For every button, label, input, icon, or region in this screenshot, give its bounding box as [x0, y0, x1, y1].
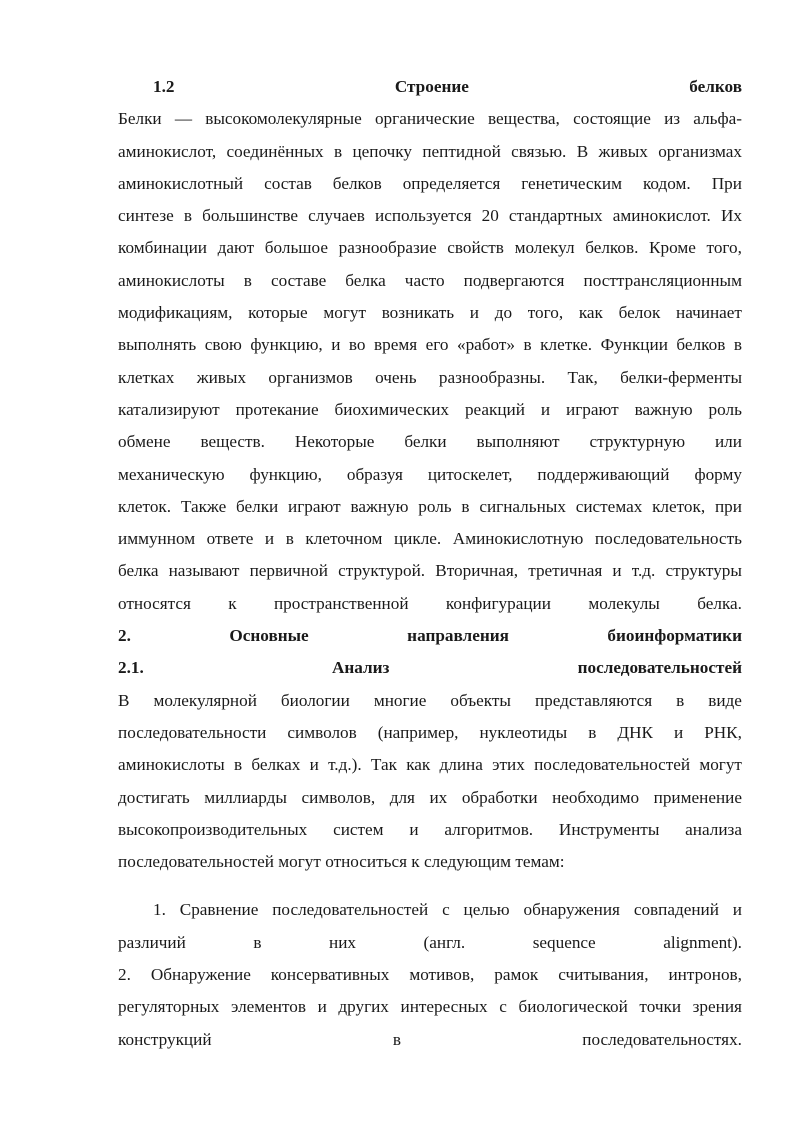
word: цикле.: [393, 529, 442, 549]
word: Обнаружение: [150, 965, 251, 985]
word: и: [331, 335, 341, 355]
word: Так,: [567, 367, 598, 387]
word: вещества,: [487, 109, 560, 129]
word: синтезе: [118, 206, 174, 226]
word: систем: [333, 819, 384, 839]
word: аминокислоты: [118, 755, 225, 775]
word: направления: [407, 626, 509, 646]
document-page: [118, 71, 742, 1056]
word: виде: [708, 690, 742, 710]
word: длина: [439, 755, 483, 775]
word: клетке.: [540, 335, 593, 355]
word: иммунном: [118, 529, 196, 549]
text-line: [118, 523, 742, 555]
word: этих: [492, 755, 525, 775]
word: их: [429, 787, 448, 807]
word: (англ.: [423, 932, 466, 952]
word: 1.: [153, 900, 166, 920]
word: и: [732, 900, 742, 920]
word: биохимических: [334, 399, 449, 419]
word: представляются: [534, 690, 653, 710]
word: т.д.: [631, 561, 656, 581]
word: называют: [168, 561, 240, 581]
word: т.д.).: [328, 755, 362, 775]
text-line: [118, 959, 742, 991]
word: форму: [694, 464, 742, 484]
word: время: [374, 335, 418, 355]
text-line: [118, 394, 742, 426]
word: сигнальных: [479, 496, 566, 516]
word: Так: [370, 755, 397, 775]
word: клеток.: [118, 496, 172, 516]
word: начинает: [676, 303, 742, 323]
word: биоинформатики: [607, 626, 742, 646]
word: разнообразие: [338, 238, 437, 258]
word: при: [714, 496, 742, 516]
text-line: [118, 265, 742, 297]
word: последовательностях.: [582, 1029, 742, 1049]
word: 1.2: [153, 77, 175, 96]
word: важную: [634, 399, 693, 419]
word: в: [733, 335, 742, 355]
word: белки: [404, 432, 447, 452]
word: связью.: [511, 141, 567, 161]
word: последовательности: [118, 722, 267, 742]
word: посттрансляционным: [583, 270, 742, 290]
word: белков.: [585, 238, 639, 258]
word: «работ»: [456, 335, 516, 355]
word: белка: [345, 270, 386, 290]
word: поддерживающий: [537, 464, 670, 484]
word: Их: [720, 206, 742, 226]
word: состав: [264, 173, 312, 193]
word: sequence: [532, 932, 596, 952]
word: молекул: [514, 238, 575, 258]
word: в: [253, 932, 262, 952]
word: 2.: [118, 965, 131, 985]
word: могут: [699, 755, 742, 775]
word: белков: [689, 77, 742, 96]
word: аминокислоты: [118, 270, 225, 290]
word: в: [333, 141, 343, 161]
word: регуляторных: [118, 997, 220, 1017]
text-line: [118, 782, 742, 814]
word: Белки: [118, 109, 162, 129]
word: веществ.: [200, 432, 265, 452]
word: реакций: [464, 399, 525, 419]
word: многие: [373, 690, 427, 710]
word: Также: [180, 496, 227, 516]
word: структуры: [665, 561, 742, 581]
word: с: [499, 997, 507, 1017]
word: 2.: [118, 626, 131, 646]
text-line: [118, 814, 742, 846]
text-line: [118, 555, 742, 587]
word: обработки: [461, 787, 538, 807]
text-line: [118, 362, 742, 394]
text-line: [118, 685, 742, 717]
word: биологической: [518, 997, 628, 1017]
word: структурой.: [338, 561, 426, 581]
word: совпадений: [633, 900, 719, 920]
word: выполнять: [118, 335, 197, 355]
word: Функции: [600, 335, 668, 355]
word: кодом.: [642, 173, 691, 193]
word: во: [348, 335, 366, 355]
word: В: [118, 690, 130, 710]
word: стандартных: [508, 206, 603, 226]
word: первичной: [249, 561, 328, 581]
word: 20: [481, 206, 499, 226]
word: живых: [196, 367, 247, 387]
word: или: [714, 432, 742, 452]
word: и: [264, 529, 275, 549]
word: Инструменты: [558, 819, 660, 839]
word: обнаружения: [523, 900, 620, 920]
word: в: [243, 270, 252, 290]
word: с: [442, 900, 450, 920]
word: молекулярной: [153, 690, 257, 710]
word: его: [425, 335, 449, 355]
word: В: [576, 141, 589, 161]
word: других: [338, 997, 389, 1017]
word: белков: [676, 335, 726, 355]
word: аминокислот.: [612, 206, 711, 226]
word: клеток,: [652, 496, 706, 516]
text-line: [118, 232, 742, 264]
word: организмов: [268, 367, 353, 387]
word: объекты: [450, 690, 511, 710]
word: и: [673, 722, 684, 742]
word: аминокислот,: [118, 141, 217, 161]
word: последовательностей: [577, 658, 742, 678]
word: играют: [566, 399, 619, 419]
word: пептидной: [422, 141, 501, 161]
word: системах: [575, 496, 643, 516]
word: клеточном: [305, 529, 383, 549]
word: alignment).: [663, 932, 742, 952]
word: ДНК: [617, 722, 653, 742]
word: 2.1.: [118, 658, 144, 678]
word: роль: [708, 399, 742, 419]
word: Кроме: [649, 238, 696, 258]
word: Анализ: [331, 658, 390, 678]
word: конфигурации: [445, 593, 551, 613]
word: белок: [618, 303, 661, 323]
word: белка.: [697, 593, 742, 613]
word: Сравнение: [179, 900, 259, 920]
word: интересных: [400, 997, 488, 1017]
word: интронов,: [668, 965, 742, 985]
section-heading: [118, 71, 742, 103]
word: белка: [118, 561, 159, 581]
word: роль: [418, 496, 452, 516]
text-line: [118, 297, 742, 329]
word: консервативных: [270, 965, 390, 985]
text-line: [118, 136, 742, 168]
text-line: [118, 491, 742, 523]
word: часто: [404, 270, 445, 290]
word: мотивов,: [409, 965, 475, 985]
word: структурную: [589, 432, 686, 452]
text-line: [118, 426, 742, 458]
word: высокопроизводительных: [118, 819, 308, 839]
word: функцию,: [249, 464, 322, 484]
text-line: [118, 927, 742, 959]
word: в: [233, 755, 243, 775]
word: Некоторые: [294, 432, 375, 452]
word: в: [183, 206, 192, 226]
word: катализируют: [118, 399, 220, 419]
word: и: [612, 561, 622, 581]
word: свойств: [447, 238, 504, 258]
word: необходимо: [552, 787, 640, 807]
word: очень: [375, 367, 417, 387]
word: белков: [332, 173, 382, 193]
word: определяется: [402, 173, 501, 193]
word: нуклеотиды: [479, 722, 568, 742]
word: символов: [287, 722, 357, 742]
word: в: [523, 335, 532, 355]
word: элементов: [231, 997, 306, 1017]
word: конструкций: [118, 1029, 212, 1049]
text-line: [118, 329, 742, 361]
word: большое: [264, 238, 328, 258]
word: до: [494, 303, 513, 323]
word: Вторичная,: [435, 561, 519, 581]
word: используется: [375, 206, 472, 226]
word: ответе: [206, 529, 254, 549]
word: точки: [639, 997, 682, 1017]
word: цитоскелет,: [427, 464, 513, 484]
section-heading: [118, 652, 742, 684]
word: состоящие: [573, 109, 651, 129]
word: РНК,: [704, 722, 742, 742]
word: большинстве: [202, 206, 299, 226]
word: Аминокислотную: [452, 529, 584, 549]
word: и: [540, 399, 551, 419]
word: белки: [235, 496, 279, 516]
word: алгоритмов.: [444, 819, 534, 839]
word: соединённых: [226, 141, 324, 161]
word: в: [461, 496, 470, 516]
word: рамок: [494, 965, 539, 985]
text-line: [118, 588, 742, 620]
word: белки-ферменты: [620, 367, 742, 387]
word: того,: [527, 303, 564, 323]
text-line: [118, 1024, 742, 1056]
word: свою: [204, 335, 242, 355]
word: пространственной: [273, 593, 409, 613]
word: подвергаются: [463, 270, 565, 290]
section-heading: [118, 620, 742, 652]
word: как: [578, 303, 603, 323]
word: могут: [323, 303, 366, 323]
text-line: [118, 168, 742, 200]
word: и: [469, 303, 479, 323]
word: разнообразны.: [438, 367, 546, 387]
word: относятся: [118, 593, 191, 613]
text-line: [118, 717, 742, 749]
text-line: [118, 103, 742, 135]
word: биологии: [280, 690, 350, 710]
word: живых: [598, 141, 648, 161]
word: молекулы: [588, 593, 660, 613]
word: важную: [350, 496, 409, 516]
word: к: [228, 593, 237, 613]
word: и: [409, 819, 419, 839]
word: При: [711, 173, 742, 193]
word: механическую: [118, 464, 225, 484]
word: того,: [706, 238, 742, 258]
word: клетках: [118, 367, 175, 387]
word: них: [329, 932, 357, 952]
word: и: [309, 755, 319, 775]
word: комбинации: [118, 238, 207, 258]
word: последовательность: [594, 529, 742, 549]
word: последовательностей: [534, 755, 691, 775]
word: как: [406, 755, 431, 775]
text-line: [118, 894, 742, 926]
word: для: [389, 787, 415, 807]
paragraph-gap: [118, 878, 742, 894]
word: выполняют: [476, 432, 560, 452]
word: анализа: [685, 819, 742, 839]
text-line: последовательностей могут относиться к следующим темам:: [118, 852, 565, 872]
word: в: [676, 690, 685, 710]
word: символов,: [301, 787, 376, 807]
word: и: [317, 997, 327, 1017]
word: цепочку: [352, 141, 412, 161]
word: альфа-: [693, 109, 742, 129]
text-line: [118, 459, 742, 491]
word: составе: [270, 270, 327, 290]
word: дают: [217, 238, 255, 258]
word: достигать: [118, 787, 190, 807]
word: миллиарды: [204, 787, 287, 807]
word: зрения: [692, 997, 742, 1017]
word: обмене: [118, 432, 171, 452]
word: применение: [653, 787, 742, 807]
word: организмах: [658, 141, 742, 161]
word: образуя: [346, 464, 403, 484]
word: высокомолекулярные: [205, 109, 362, 129]
word: которые: [248, 303, 308, 323]
word: Строение: [394, 77, 469, 96]
word: последовательностей: [272, 900, 429, 920]
word: органические: [374, 109, 475, 129]
text-line: [118, 991, 742, 1023]
word: возникать: [381, 303, 455, 323]
word: играют: [288, 496, 341, 516]
word: случаев: [308, 206, 365, 226]
word: —: [174, 109, 193, 129]
word: модификациям,: [118, 303, 233, 323]
word: функцию,: [250, 335, 323, 355]
word: из: [664, 109, 681, 129]
word: Основные: [229, 626, 309, 646]
word: генетическим: [521, 173, 622, 193]
text-line: [118, 200, 742, 232]
text-line: [118, 749, 742, 781]
word: аминокислотный: [118, 173, 244, 193]
word: целью: [463, 900, 510, 920]
word: (например,: [377, 722, 459, 742]
word: третичная: [528, 561, 603, 581]
word: в: [285, 529, 294, 549]
word: считывания,: [558, 965, 649, 985]
word: протекание: [235, 399, 319, 419]
word: в: [392, 1029, 401, 1049]
word: различий: [118, 932, 186, 952]
word: белках: [251, 755, 301, 775]
word: в: [588, 722, 597, 742]
